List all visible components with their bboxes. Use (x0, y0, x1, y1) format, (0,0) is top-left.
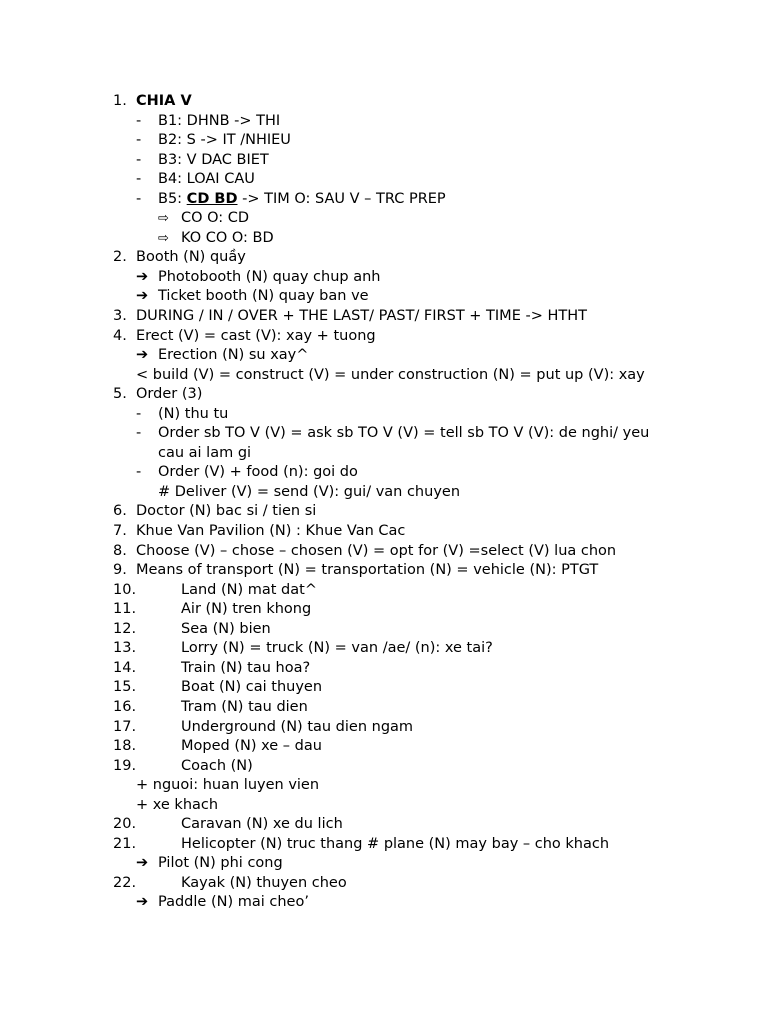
list-text: < build (V) = construct (V) = under construction (N) = put up (V): xay (136, 366, 645, 383)
text-part: -> TIM O: SAU V – TRC PREP (237, 190, 446, 207)
list-text: Khue Van Pavilion (N) : Khue Van Cac (136, 523, 406, 540)
list-number: 14. (113, 659, 137, 676)
list-line (0, 581, 768, 601)
list-line (0, 424, 768, 444)
list-line (0, 346, 768, 366)
list-number: 16. (113, 698, 137, 715)
list-text: Erection (N) su xay^ (158, 347, 309, 364)
list-line (0, 92, 768, 112)
list-text: CHIA V (136, 93, 192, 109)
list-number: 20. (113, 816, 137, 833)
list-text: (N) thu tu (158, 405, 229, 422)
list-number: 11. (113, 601, 137, 618)
list-text: + xe khach (136, 796, 219, 813)
list-line (0, 209, 768, 229)
list-text: Order (V) + food (n): goi do (158, 464, 358, 481)
list-line (0, 287, 768, 307)
list-text: + nguoi: huan luyen vien (136, 777, 320, 794)
arrow-right-icon: ➔ (136, 347, 149, 364)
list-text: Doctor (N) bac si / tien si (136, 503, 317, 520)
list-text: KO CO O: BD (181, 229, 274, 246)
hollow-arrow-icon: ⇨ (158, 211, 169, 227)
list-line (0, 151, 768, 171)
list-text: Kayak (N) thuyen cheo (181, 874, 347, 891)
text-part: B5: (158, 190, 187, 207)
dash-bullet: - (136, 132, 142, 149)
list-line (0, 307, 768, 327)
list-line (0, 405, 768, 425)
list-number: 3. (113, 308, 127, 325)
list-line (0, 854, 768, 874)
list-number: 7. (113, 523, 127, 540)
list-text: Boat (N) cai thuyen (181, 679, 323, 696)
list-line (0, 776, 768, 796)
list-text: B2: S -> IT /NHIEU (158, 132, 291, 149)
list-line (0, 327, 768, 347)
list-line (0, 659, 768, 679)
list-text (158, 190, 446, 210)
hollow-arrow-icon: ⇨ (158, 230, 169, 246)
list-number: 9. (113, 562, 127, 579)
list-number: 5. (113, 386, 127, 403)
arrow-right-icon: ➔ (136, 288, 149, 305)
list-line (0, 131, 768, 151)
list-text: # Deliver (V) = send (V): gui/ van chuyen (158, 483, 461, 500)
list-line (0, 170, 768, 190)
list-line (0, 893, 768, 913)
list-text: DURING / IN / OVER + THE LAST/ PAST/ FIRST + TIME -> HTHT (136, 308, 587, 325)
list-line (0, 757, 768, 777)
list-line (0, 698, 768, 718)
dash-bullet: - (136, 190, 142, 207)
list-text: Coach (N) (181, 757, 253, 774)
list-line (0, 815, 768, 835)
list-text: Erect (V) = cast (V): xay + tuong (136, 327, 376, 344)
list-text: Booth (N) quầy (136, 249, 246, 266)
list-text: Pilot (N) phi cong (158, 855, 283, 872)
list-line (0, 737, 768, 757)
list-line (0, 620, 768, 640)
list-text: CO O: CD (181, 210, 250, 227)
list-text: Choose (V) – chose – chosen (V) = opt for (V) =select (V) lua chon (136, 542, 617, 559)
list-text: Means of transport (N) = transportation (N) = vehicle (N): PTGT (136, 562, 599, 579)
arrow-right-icon: ➔ (136, 894, 149, 911)
list-text: Land (N) mat dat^ (181, 581, 317, 598)
list-number: 17. (113, 718, 137, 735)
list-line (0, 268, 768, 288)
list-text: Ticket booth (N) quay ban ve (158, 288, 369, 305)
list-text: Train (N) tau hoa? (181, 659, 311, 676)
dash-bullet: - (136, 405, 142, 422)
list-line (0, 502, 768, 522)
list-line (0, 600, 768, 620)
list-line (0, 639, 768, 659)
list-number: 2. (113, 249, 127, 266)
list-number: 6. (113, 503, 127, 520)
list-text: Lorry (N) = truck (N) = van /ae/ (n): xe tai? (181, 640, 493, 657)
dash-bullet: - (136, 112, 142, 129)
list-number: 21. (113, 835, 137, 852)
list-line (0, 874, 768, 894)
dash-bullet: - (136, 171, 142, 188)
list-text: Caravan (N) xe du lich (181, 816, 343, 833)
list-text: Order sb TO V (V) = ask sb TO V (V) = tell sb TO V (V): de nghi/ yeu (158, 425, 650, 442)
list-line (0, 835, 768, 855)
list-line (0, 229, 768, 249)
dash-bullet: - (136, 425, 142, 442)
list-number: 22. (113, 874, 137, 891)
list-text: B4: LOAI CAU (158, 171, 255, 188)
list-number: 19. (113, 757, 137, 774)
list-text: B1: DHNB -> THI (158, 112, 281, 129)
list-line (0, 366, 768, 386)
document-body (0, 92, 768, 913)
list-number: 10. (113, 581, 137, 598)
list-line (0, 542, 768, 562)
list-line (0, 483, 768, 503)
list-number: 13. (113, 640, 137, 657)
list-text: Air (N) tren khong (181, 601, 312, 618)
list-line (0, 463, 768, 483)
list-text: Photobooth (N) quay chup anh (158, 268, 381, 285)
list-line (0, 678, 768, 698)
list-number: 15. (113, 679, 137, 696)
list-line (0, 190, 768, 210)
list-line (0, 248, 768, 268)
list-line (0, 112, 768, 132)
list-text: Order (3) (136, 386, 203, 403)
list-text: Tram (N) tau dien (181, 698, 308, 715)
bold-underlined-text: CD BD (186, 190, 238, 207)
list-number: 18. (113, 738, 137, 755)
list-text: B3: V DAC BIET (158, 151, 269, 168)
list-number: 12. (113, 620, 137, 637)
list-line (0, 796, 768, 816)
list-line (0, 522, 768, 542)
arrow-right-icon: ➔ (136, 268, 149, 285)
dash-bullet: - (136, 151, 142, 168)
list-number: 8. (113, 542, 127, 559)
list-text: Moped (N) xe – dau (181, 738, 322, 755)
list-line (0, 385, 768, 405)
list-text: Underground (N) tau dien ngam (181, 718, 414, 735)
list-text: Paddle (N) mai cheo’ (158, 894, 309, 911)
list-number: 4. (113, 327, 127, 344)
list-text: Helicopter (N) truc thang # plane (N) may bay – cho khach (181, 835, 610, 852)
list-number: 1. (113, 93, 127, 109)
list-line (0, 718, 768, 738)
list-line (0, 561, 768, 581)
list-line (0, 444, 768, 464)
list-text: Sea (N) bien (181, 620, 271, 637)
dash-bullet: - (136, 464, 142, 481)
list-text: cau ai lam gi (158, 444, 252, 461)
arrow-right-icon: ➔ (136, 855, 149, 872)
